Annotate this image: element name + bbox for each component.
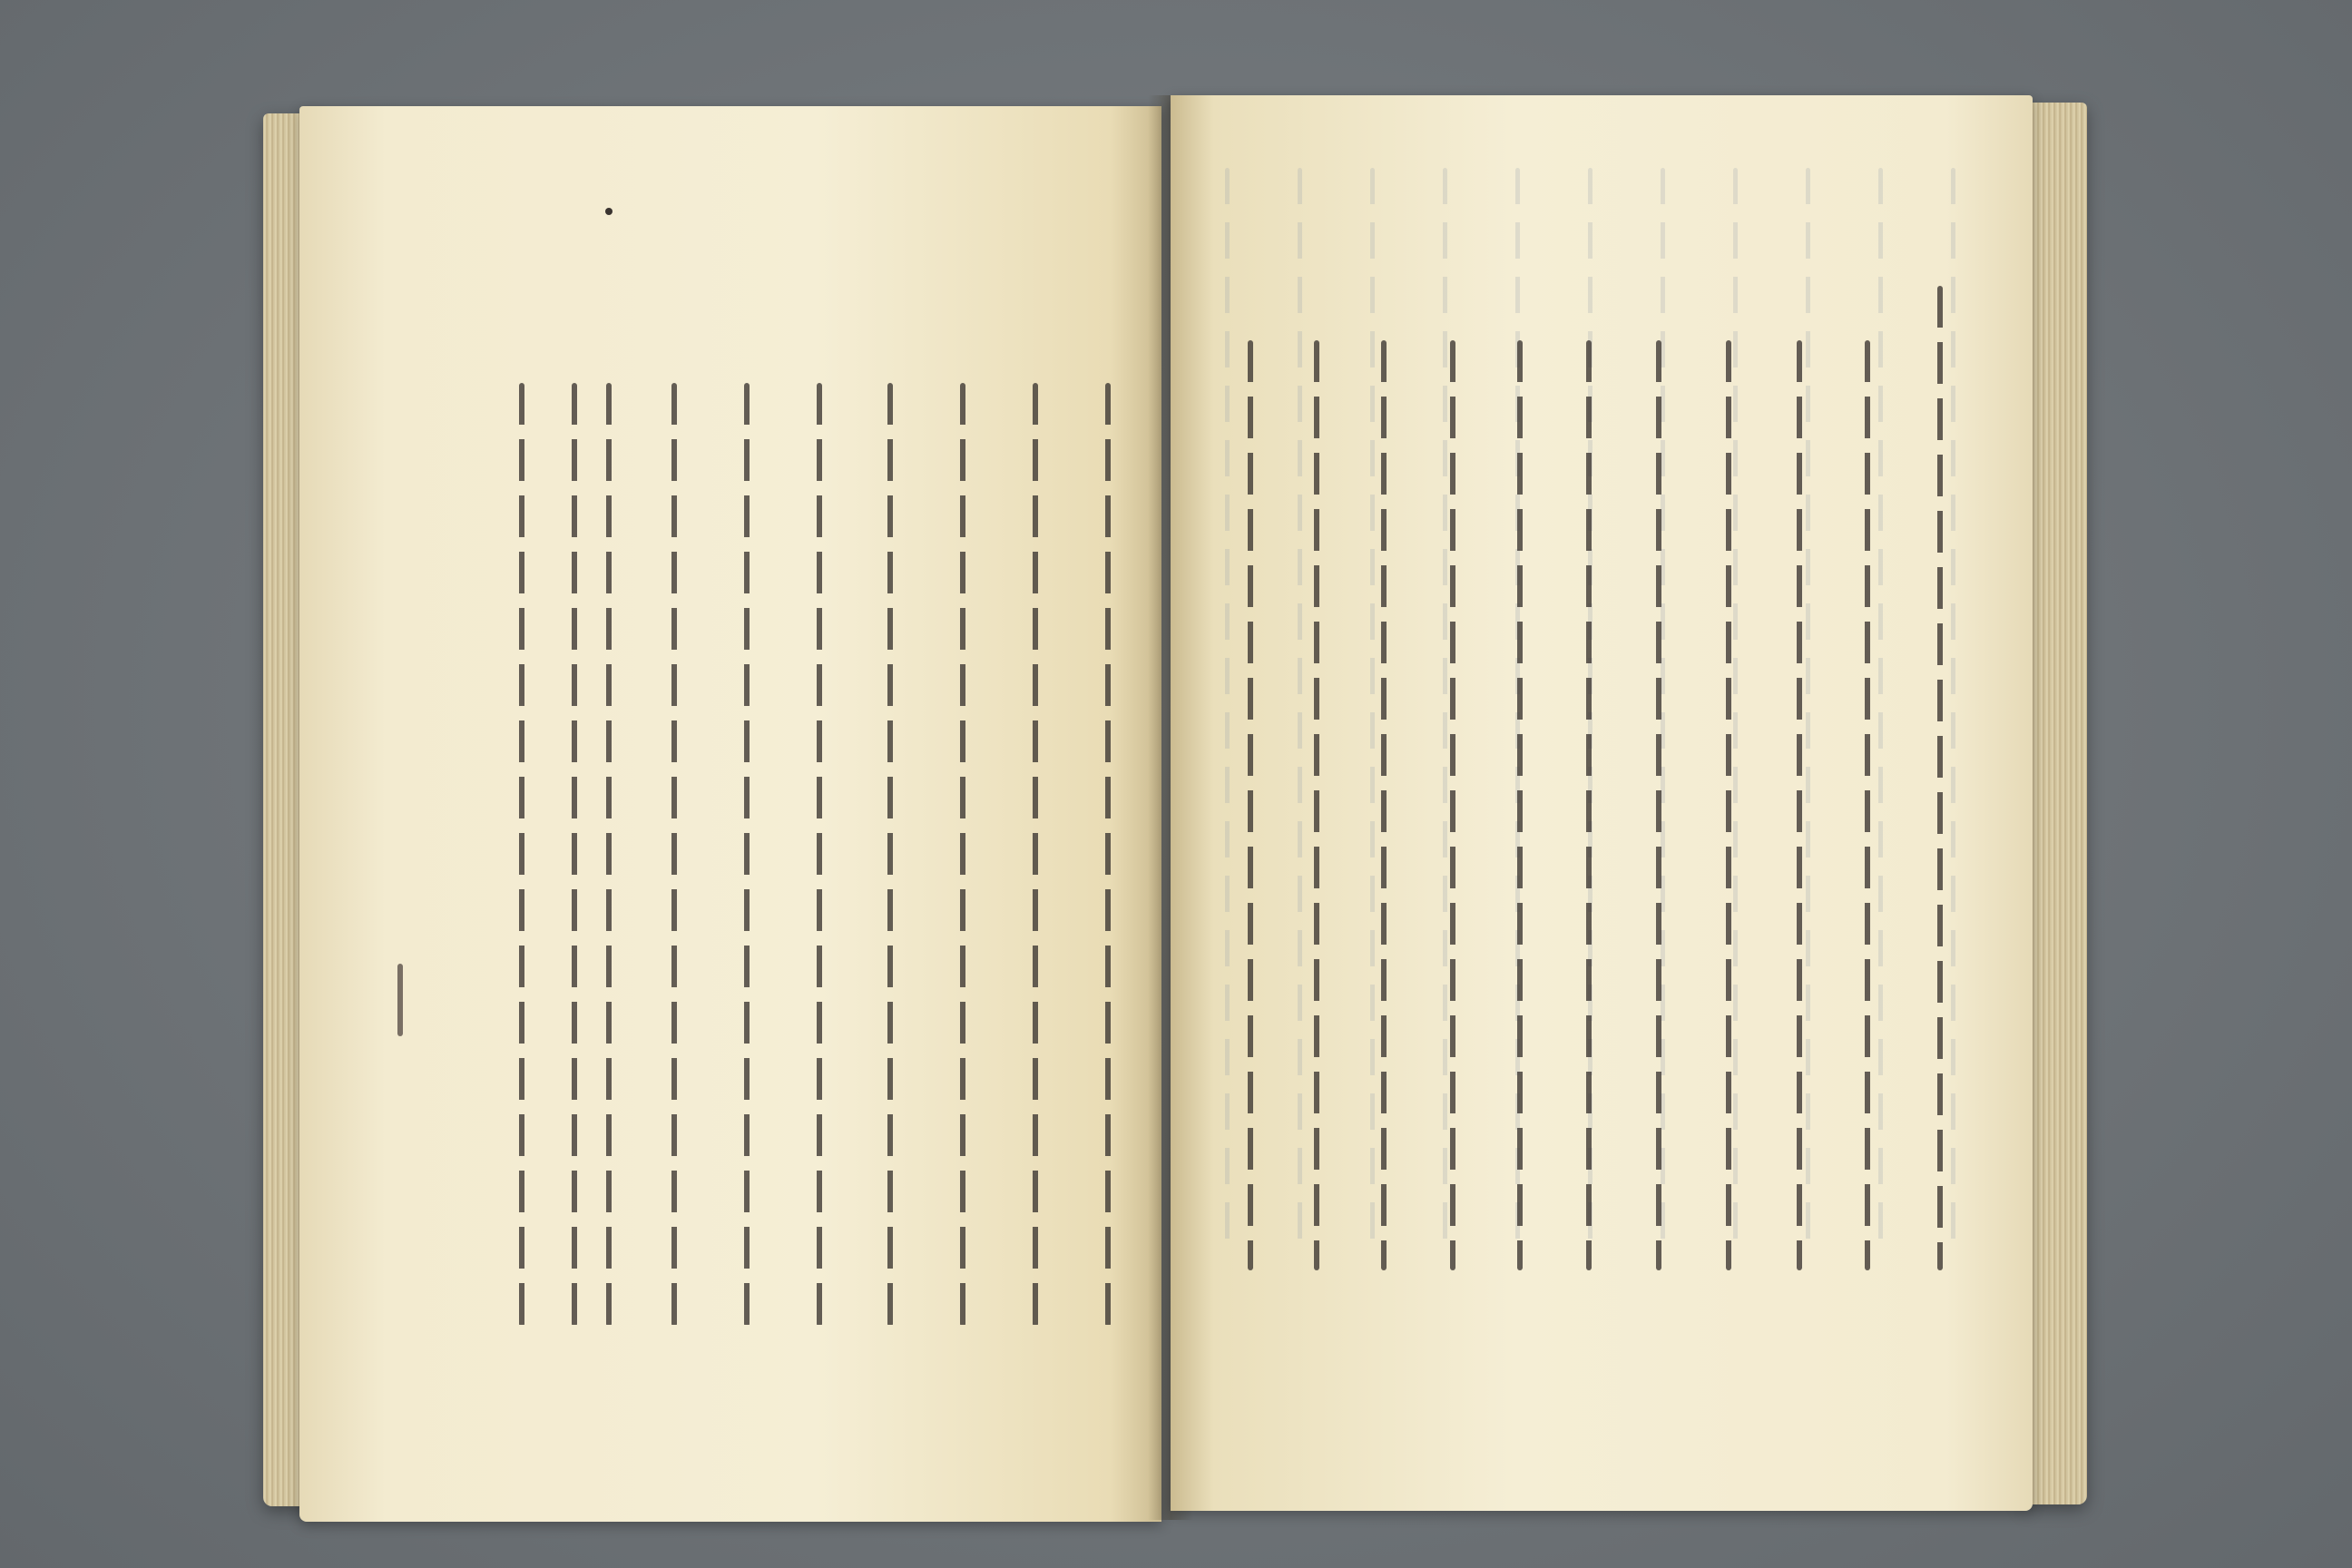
right-page-column-9	[1381, 340, 1387, 1270]
right-page	[1171, 95, 2033, 1511]
left-page-column-7	[671, 383, 677, 1327]
open-book	[263, 95, 2087, 1515]
bleed-through-column	[1951, 168, 1955, 1257]
left-page	[299, 106, 1161, 1522]
right-page-column-2	[1865, 340, 1870, 1270]
bleed-through-column	[1733, 168, 1738, 1257]
bleed-through-column	[1298, 168, 1302, 1257]
left-page-column-9	[572, 383, 577, 1327]
right-page-column-6	[1586, 340, 1592, 1270]
page-number-mark	[397, 964, 403, 1036]
right-page-column-1	[1937, 286, 1943, 1270]
bleed-through-column	[1806, 168, 1810, 1257]
left-page-column-4	[887, 383, 893, 1327]
left-page-column-8	[606, 383, 612, 1327]
bleed-through-column	[1370, 168, 1375, 1257]
right-page-column-8	[1450, 340, 1455, 1270]
left-page-column-3	[960, 383, 965, 1327]
right-page-column-7	[1517, 340, 1523, 1270]
bleed-through-column	[1225, 168, 1230, 1257]
left-page-column-5	[817, 383, 822, 1327]
right-page-column-3	[1797, 340, 1802, 1270]
right-page-edges	[2024, 103, 2087, 1504]
left-page-column-6	[744, 383, 750, 1327]
bleed-through-column	[1443, 168, 1447, 1257]
right-page-column-5	[1656, 340, 1661, 1270]
left-page-column-2	[1033, 383, 1038, 1327]
left-page-column-1	[1105, 383, 1111, 1327]
left-page-column-10	[519, 383, 524, 1327]
ink-dot	[605, 208, 612, 215]
right-page-column-11	[1248, 340, 1253, 1270]
right-page-column-4	[1726, 340, 1731, 1270]
bleed-through-column	[1878, 168, 1883, 1257]
right-page-column-10	[1314, 340, 1319, 1270]
